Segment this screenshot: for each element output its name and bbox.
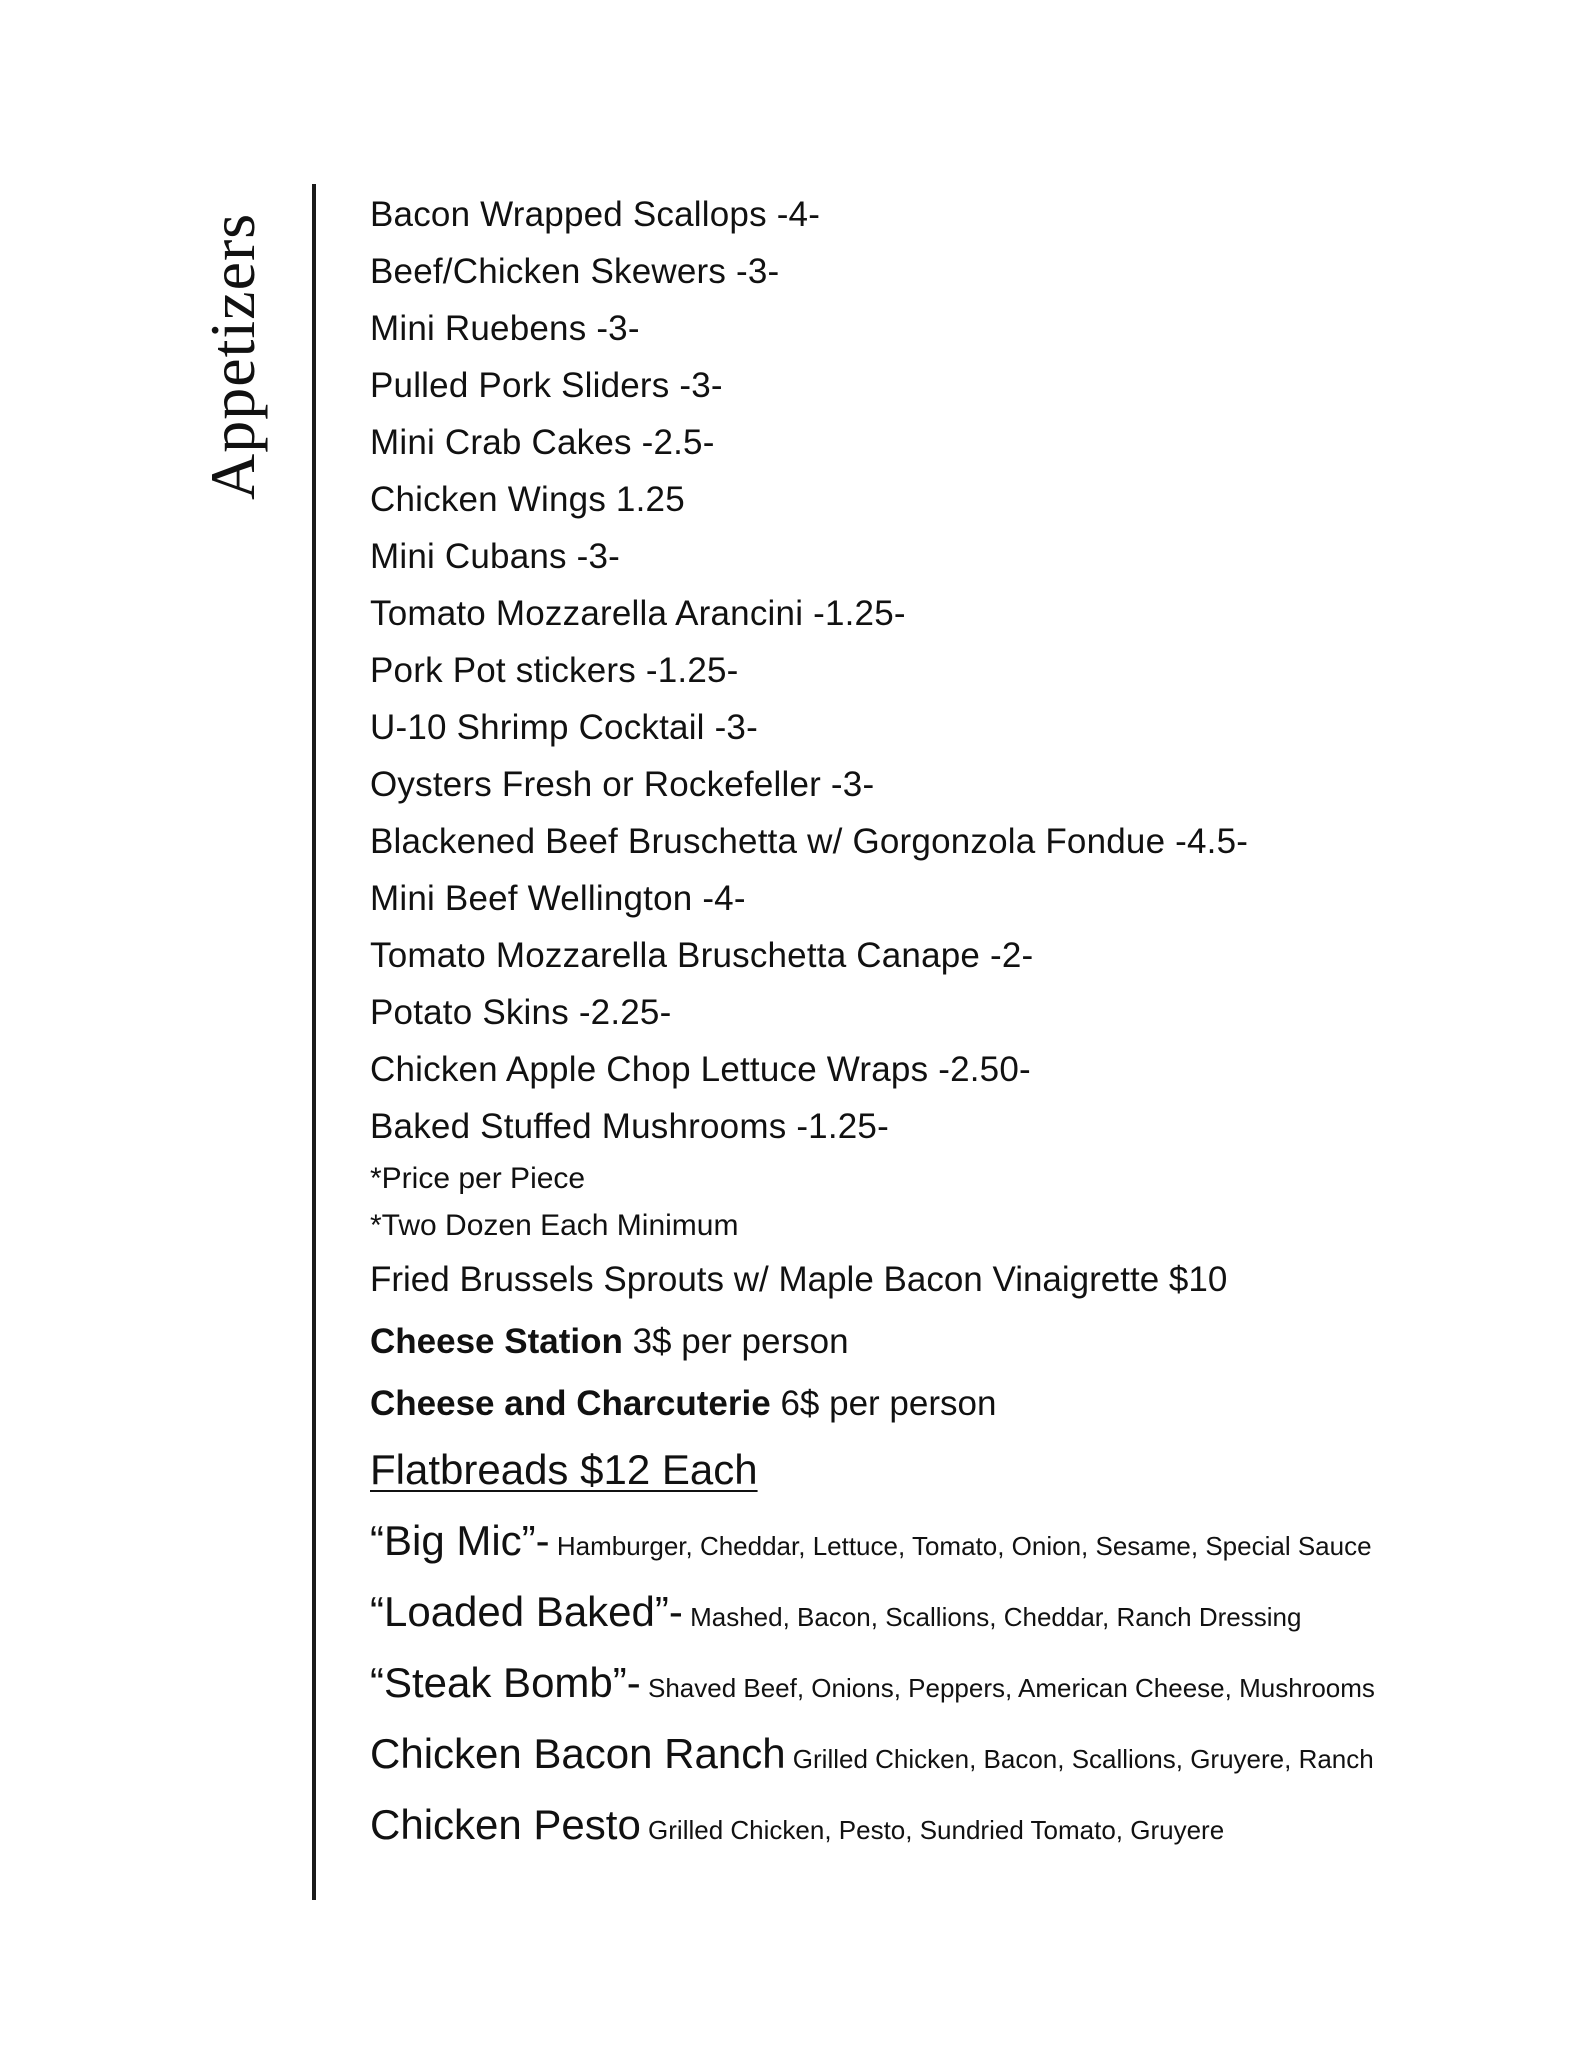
brussels-item: Fried Brussels Sprouts w/ Maple Bacon Vinaigrette $10 [370, 1260, 1228, 1299]
flatbread-desc: Grilled Chicken, Pesto, Sundried Tomato, Gruyere [640, 1815, 1225, 1845]
flatbread-desc: Grilled Chicken, Bacon, Scallions, Gruyere, Ranch [785, 1744, 1374, 1774]
station-price: 6$ per person [770, 1384, 997, 1423]
station-price: 3$ per person [622, 1322, 849, 1361]
menu-item: Beef/Chicken Skewers -3- [370, 252, 780, 291]
menu-item: Blackened Beef Bruschetta w/ Gorgonzola Fondue -4.5- [370, 822, 1249, 861]
flatbread-desc: Mashed, Bacon, Scallions, Cheddar, Ranch Dressing [682, 1602, 1302, 1632]
flatbread-item [370, 1505, 1520, 1576]
menu-item: Tomato Mozzarella Bruschetta Canape -2- [370, 936, 1034, 975]
menu-item: Oysters Fresh or Rockefeller -3- [370, 765, 875, 804]
menu-item: Mini Beef Wellington -4- [370, 879, 746, 918]
menu-item: Baked Stuffed Mushrooms -1.25- [370, 1107, 889, 1146]
menu-item: Chicken Apple Chop Lettuce Wraps -2.50- [370, 1050, 1031, 1089]
flatbread-name: Chicken Pesto [370, 1801, 641, 1848]
vertical-divider [312, 184, 316, 1900]
flatbread-item [370, 1647, 1520, 1718]
minimum-note: *Two Dozen Each Minimum [370, 1209, 739, 1242]
menu-item: Mini Ruebens -3- [370, 309, 640, 348]
flatbreads-heading: Flatbreads $12 Each [370, 1446, 758, 1493]
flatbread-name: “Steak Bomb”- [370, 1659, 641, 1706]
flatbread-item [370, 1789, 1520, 1860]
station-name: Cheese and Charcuterie [370, 1384, 771, 1423]
menu-item: Tomato Mozzarella Arancini -1.25- [370, 594, 906, 633]
station-name: Cheese Station [370, 1322, 623, 1361]
price-note: *Price per Piece [370, 1162, 586, 1195]
cheese-charcuterie [370, 1373, 1520, 1435]
menu-item: U-10 Shrimp Cocktail -3- [370, 708, 758, 747]
menu-item: Pulled Pork Sliders -3- [370, 366, 723, 405]
menu-list [370, 186, 1520, 1860]
flatbread-item [370, 1718, 1520, 1789]
flatbread-name: “Loaded Baked”- [370, 1588, 683, 1635]
menu-item: Potato Skins -2.25- [370, 993, 672, 1032]
menu-item: Pork Pot stickers -1.25- [370, 651, 739, 690]
side-title [196, 200, 270, 500]
menu-item: Mini Cubans -3- [370, 537, 621, 576]
side-title-text: Appetizers [197, 212, 268, 500]
menu-item: Bacon Wrapped Scallops -4- [370, 195, 821, 234]
flatbread-name: Chicken Bacon Ranch [370, 1730, 786, 1777]
menu-item: Mini Crab Cakes -2.5- [370, 423, 715, 462]
cheese-station [370, 1311, 1520, 1373]
flatbread-desc: Shaved Beef, Onions, Peppers, American Cheese, Mushrooms [640, 1673, 1375, 1703]
flatbread-name: “Big Mic”- [370, 1517, 550, 1564]
flatbread-desc: Hamburger, Cheddar, Lettuce, Tomato, Onion, Sesame, Special Sauce [549, 1531, 1372, 1561]
flatbread-item [370, 1576, 1520, 1647]
menu-item: Chicken Wings 1.25 [370, 480, 685, 519]
